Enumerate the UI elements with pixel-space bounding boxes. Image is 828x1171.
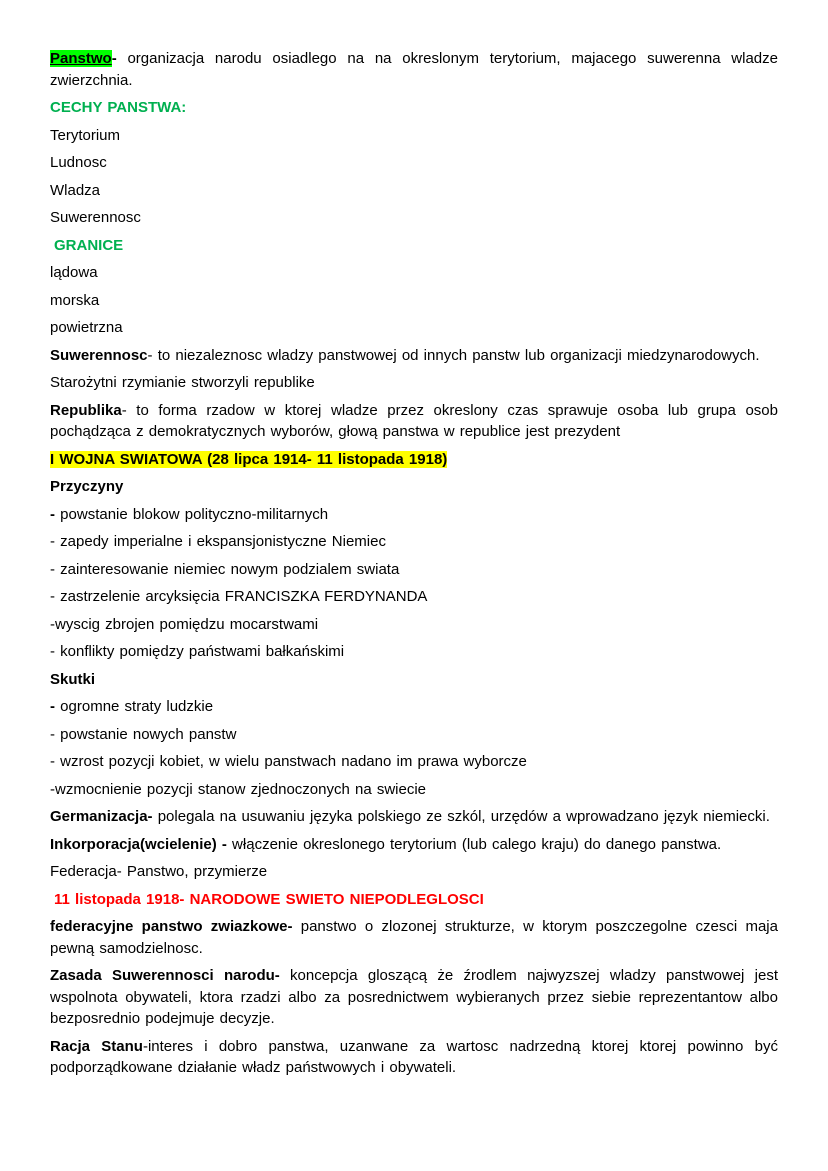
def-zasada-suwerennosci-segment-1: koncepcja gloszącą że źrodlem najwyzszej wladzy panstwowej jest wspolnota obywateli, ktora rzadzi albo za posrednictwem wybieranych przez siebie reprezentantow albo bezposrednio podejmuje decyzje. [50,967,784,1027]
item-powietrzna [50,317,778,339]
def-racja-stanu [50,1036,784,1079]
skutki-item-1-segment-1: ogromne straty ludzkie [60,698,214,715]
heading-skutki [50,669,778,691]
item-morska-segment-0: morska [50,291,100,309]
def-federacyjne-panstwo-segment-1: panstwo o zlozonej strukturze, w ktorym poszczegolne czesci maja pewną samodzielnosc. [50,918,784,957]
heading-cechy-panstwa [50,97,778,119]
heading-przyczyny [50,476,778,498]
item-wladza [50,180,778,202]
item-ladowa [50,262,778,284]
skutki-item-4 [50,779,778,801]
document-body [50,48,784,1079]
def-zasada-suwerennosci [50,965,784,1030]
skutki-item-1-segment-0: - [50,698,61,715]
def-federacyjne-panstwo [50,916,784,959]
def-germanizacja-segment-0: Germanizacja- [50,808,153,825]
def-racja-stanu-segment-0: Racja Stanu [50,1037,143,1055]
def-zasada-suwerennosci-segment-0: Zasada Suwerennosci narodu- [50,967,280,984]
panstwo-definition-segment-0: Panstwo [50,50,112,67]
line-starozytni-rzymianie [50,372,778,394]
def-germanizacja-segment-1: polegala na usuwaniu języka polskiego ze szkól, urzędów a wprowadzano język niemiecki. [152,808,770,825]
def-inkorporacja-segment-1: włączenie okreslonego terytorium (lub calego kraju) do danego panstwa. [226,835,722,853]
line-federacja [50,861,778,883]
heading-i-wojna-swiatowa [50,449,778,471]
przyczyny-item-6 [50,641,778,663]
item-terytorium [50,125,778,147]
skutki-item-2-segment-0: - powstanie nowych panstw [50,725,237,743]
przyczyny-item-5 [50,614,778,636]
przyczyny-item-2-segment-0: - zapedy imperialne i ekspansjonistyczne Niemiec [50,533,386,550]
item-suwerennosc-segment-0: Suwerennosc [50,209,141,226]
heading-i-wojna-swiatowa-segment-0: I WOJNA SWIATOWA (28 lipca 1914- 11 listopada 1918) [50,450,448,468]
def-suwerennosc-segment-1: - to niezaleznosc wladzy panstwowej od innych panstw lub organizacji miedzynarodowych. [147,346,760,364]
item-powietrzna-segment-0: powietrzna [50,319,123,336]
def-germanizacja [50,806,778,828]
heading-11-listopada-segment-0: 11 listopada 1918- NARODOWE SWIETO NIEPODLEGLOSCI [54,890,484,908]
def-suwerennosc-segment-0: Suwerennosc [50,346,148,364]
przyczyny-item-4 [50,586,778,608]
def-republika [50,400,784,443]
przyczyny-item-2 [50,531,778,553]
skutki-item-3-segment-0: - wzrost pozycji kobiet, w wielu panstwach nadano im prawa wyborcze [50,753,527,770]
def-racja-stanu-segment-1: -interes i dobro panstwa, uzanwane za wartosc nadrzedną ktorej ktorej powinno być podporządkowane działanie władz państwowych i obywateli. [50,1037,784,1076]
line-federacja-segment-0: Federacja- Panstwo, przymierze [50,863,268,880]
przyczyny-item-4-segment-0: - zastrzelenie arcyksięcia FRANCISZKA FERDYNANDA [50,588,428,605]
skutki-item-2 [50,724,778,746]
def-inkorporacja-segment-0: Inkorporacja(wcielenie) - [50,835,227,853]
przyczyny-item-3-segment-0: - zainteresowanie niemiec nowym podzialem swiata [50,560,400,578]
line-starozytni-rzymianie-segment-0: Starożytni rzymianie stworzyli republike [50,374,315,391]
item-terytorium-segment-0: Terytorium [50,126,121,144]
przyczyny-item-1-segment-1: powstanie blokow polityczno-militarnych [60,505,329,523]
heading-11-listopada [50,889,778,911]
def-federacyjne-panstwo-segment-0: federacyjne panstwo zwiazkowe- [50,918,293,935]
panstwo-definition-segment-2: organizacja narodu osiadlego na na okreslonym terytorium, majacego suwerenna wladze zwierzchnia. [50,50,784,89]
przyczyny-item-1 [50,504,778,526]
def-suwerennosc [50,345,778,367]
def-republika-segment-1: - to forma rzadow w ktorej wladze przez okreslony czas sprawuje osoba lub grupa osob pochądząca z demokratycznych wyborów, głową panstwa w republice jest prezydent [50,401,784,440]
panstwo-definition [50,48,784,91]
item-ludnosc [50,152,778,174]
def-republika-segment-0: Republika [50,401,122,419]
panstwo-definition-segment-1: - [111,50,117,67]
skutki-item-4-segment-0: -wzmocnienie pozycji stanow zjednoczonych na swiecie [50,780,427,798]
heading-przyczyny-segment-0: Przyczyny [50,478,124,495]
przyczyny-item-3 [50,559,778,581]
heading-skutki-segment-0: Skutki [50,670,96,688]
item-suwerennosc [50,207,778,229]
heading-cechy-panstwa-segment-0: CECHY PANSTWA: [50,99,187,116]
heading-granice [50,235,778,257]
skutki-item-1 [50,696,778,718]
item-wladza-segment-0: Wladza [50,181,101,199]
def-inkorporacja [50,834,778,856]
przyczyny-item-5-segment-0: -wyscig zbrojen pomiędzu mocarstwami [50,615,319,633]
przyczyny-item-6-segment-0: - konflikty pomiędzy państwami bałkańskimi [50,643,345,660]
item-morska [50,290,778,312]
heading-granice-segment-0: GRANICE [54,236,124,254]
item-ladowa-segment-0: lądowa [50,264,98,281]
skutki-item-3 [50,751,778,773]
item-ludnosc-segment-0: Ludnosc [50,154,107,171]
przyczyny-item-1-segment-0: - [50,505,61,523]
